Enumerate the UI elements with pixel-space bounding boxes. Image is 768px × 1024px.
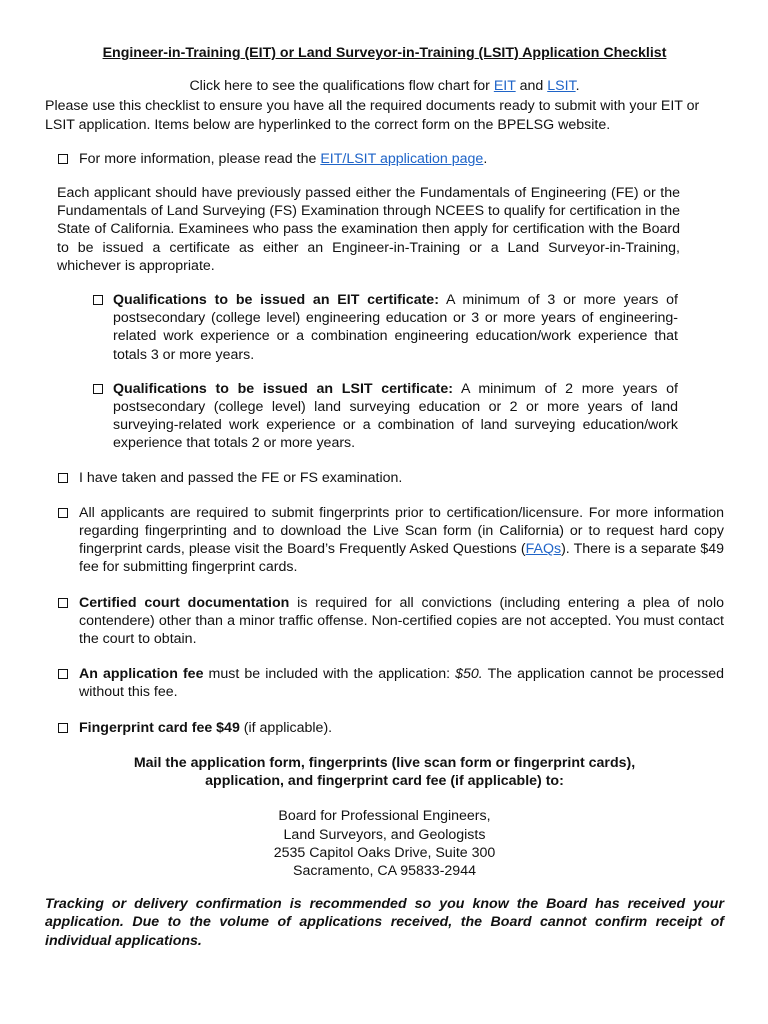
- checkbox-icon[interactable]: [58, 669, 68, 679]
- address-line: Sacramento, CA 95833-2944: [293, 862, 476, 879]
- fingerprint-fee-heading: Fingerprint card fee $49: [79, 719, 240, 736]
- eit-flow-chart-link[interactable]: EIT: [493, 78, 516, 95]
- address-line: Land Surveyors, and Geologists: [283, 826, 486, 843]
- lsit-qualifications-text: A minimum of 2 more years of postsecondary (college level) land surveying education or 2 or more years of land surveying-related work experience or a combination of land surveying education/work experience that totals 2 or more years.: [113, 380, 678, 452]
- application-fee-text: must be included with the application:: [203, 666, 456, 683]
- checkbox-icon[interactable]: [58, 508, 68, 518]
- flow-chart-text: Click here to see the qualifications flow chart for: [189, 78, 494, 95]
- court-docs-heading: Certified court documentation: [79, 594, 290, 611]
- fingerprint-item-suffix: ). There is a separate $49 fee for submitting fingerprint cards.: [79, 541, 724, 576]
- faqs-link[interactable]: FAQs: [525, 541, 562, 558]
- flow-and-text: and: [515, 78, 548, 95]
- court-docs-text: is required for all convictions (including entering a plea of nolo contendere) other than a minor traffic offense. Non-certified copies are not accepted. You must contact the court to obtain.: [79, 594, 724, 648]
- checklist-item-fingerprints: [45, 504, 724, 577]
- mail-instructions-line2: application, and fingerprint card fee (if applicable) to:: [205, 773, 564, 790]
- checklist-item-exam: [45, 469, 724, 487]
- eit-qualifications-text: A minimum of 3 or more years of postsecondary (college level) engineering education or 3 or more years of engineering-related work experience or a combination engineering education/work experience that totals 3 or more years.: [113, 292, 678, 363]
- eit-lsit-application-page-link[interactable]: EIT/LSIT application page: [320, 150, 484, 167]
- flow-suffix-text: .: [575, 78, 580, 95]
- eit-qualifications-item: [45, 291, 724, 364]
- lsit-flow-chart-link[interactable]: LSIT: [547, 78, 576, 95]
- info-item-suffix: .: [483, 150, 488, 167]
- eit-qualifications-heading: Qualifications to be issued an EIT certificate:: [113, 292, 439, 309]
- checkbox-icon[interactable]: [93, 384, 103, 394]
- lsit-qualifications-heading: Qualifications to be issued an LSIT certificate:: [113, 380, 454, 397]
- checklist-item-court-docs: [45, 594, 724, 649]
- exam-item-text: I have taken and passed the FE or FS examination.: [79, 469, 403, 486]
- tracking-note: Tracking or delivery confirmation is recommended so you know the Board has received your application. Due to the volume of applications received, the Board cannot confirm receipt of individual applications.: [45, 896, 724, 949]
- application-fee-heading: An application fee: [79, 666, 204, 683]
- checkbox-icon[interactable]: [58, 473, 68, 483]
- page-title: Engineer-in-Training (EIT) or Land Surveyor-in-Training (LSIT) Application Checklist: [102, 45, 667, 61]
- mailing-address: [45, 807, 724, 880]
- mail-instructions-line1: Mail the application form, fingerprints (live scan form or fingerprint cards),: [133, 754, 636, 771]
- lsit-qualifications-item: [45, 380, 724, 453]
- checklist-item-info: [45, 150, 724, 168]
- checkbox-icon[interactable]: [93, 295, 103, 305]
- checkbox-icon[interactable]: [58, 154, 68, 164]
- address-line: Board for Professional Engineers,: [278, 808, 491, 825]
- fingerprint-item-text: All applicants are required to submit fingerprints prior to certification/licensure. For more information regarding fingerprinting and to download the Live Scan form (in California) or to request hard copy fingerprint cards, please visit the Board’s Frequently Asked Questions (: [79, 504, 724, 558]
- address-line: 2535 Capitol Oaks Drive, Suite 300: [273, 844, 496, 861]
- info-item-text: For more information, please read the: [79, 150, 321, 167]
- application-fee-amount: $50.: [455, 666, 483, 683]
- checklist-item-application-fee: [45, 665, 724, 701]
- application-fee-suffix: The application cannot be processed without this fee.: [79, 666, 724, 701]
- checkbox-icon[interactable]: [58, 598, 68, 608]
- checkbox-icon[interactable]: [58, 723, 68, 733]
- applicant-paragraph: Each applicant should have previously passed either the Fundamentals of Engineering (FE) or the Fundamentals of Land Surveying (FS) Examination through NCEES to qualify for certification in the State of California. Examinees who pass the examination then apply for certification with the Board to be issued a certificate as either an Engineer-in-Training or a Land Surveyor-in-Training, whichever is appropriate.: [57, 185, 680, 274]
- intro-paragraph: Please use this checklist to ensure you have all the required documents ready to submit with your EIT or LSIT application. Items below are hyperlinked to the correct form on the BPELSG website.: [45, 98, 700, 133]
- fingerprint-fee-text: (if applicable).: [239, 719, 333, 736]
- flow-chart-line: [45, 77, 724, 95]
- checklist-item-fingerprint-fee: [45, 719, 724, 737]
